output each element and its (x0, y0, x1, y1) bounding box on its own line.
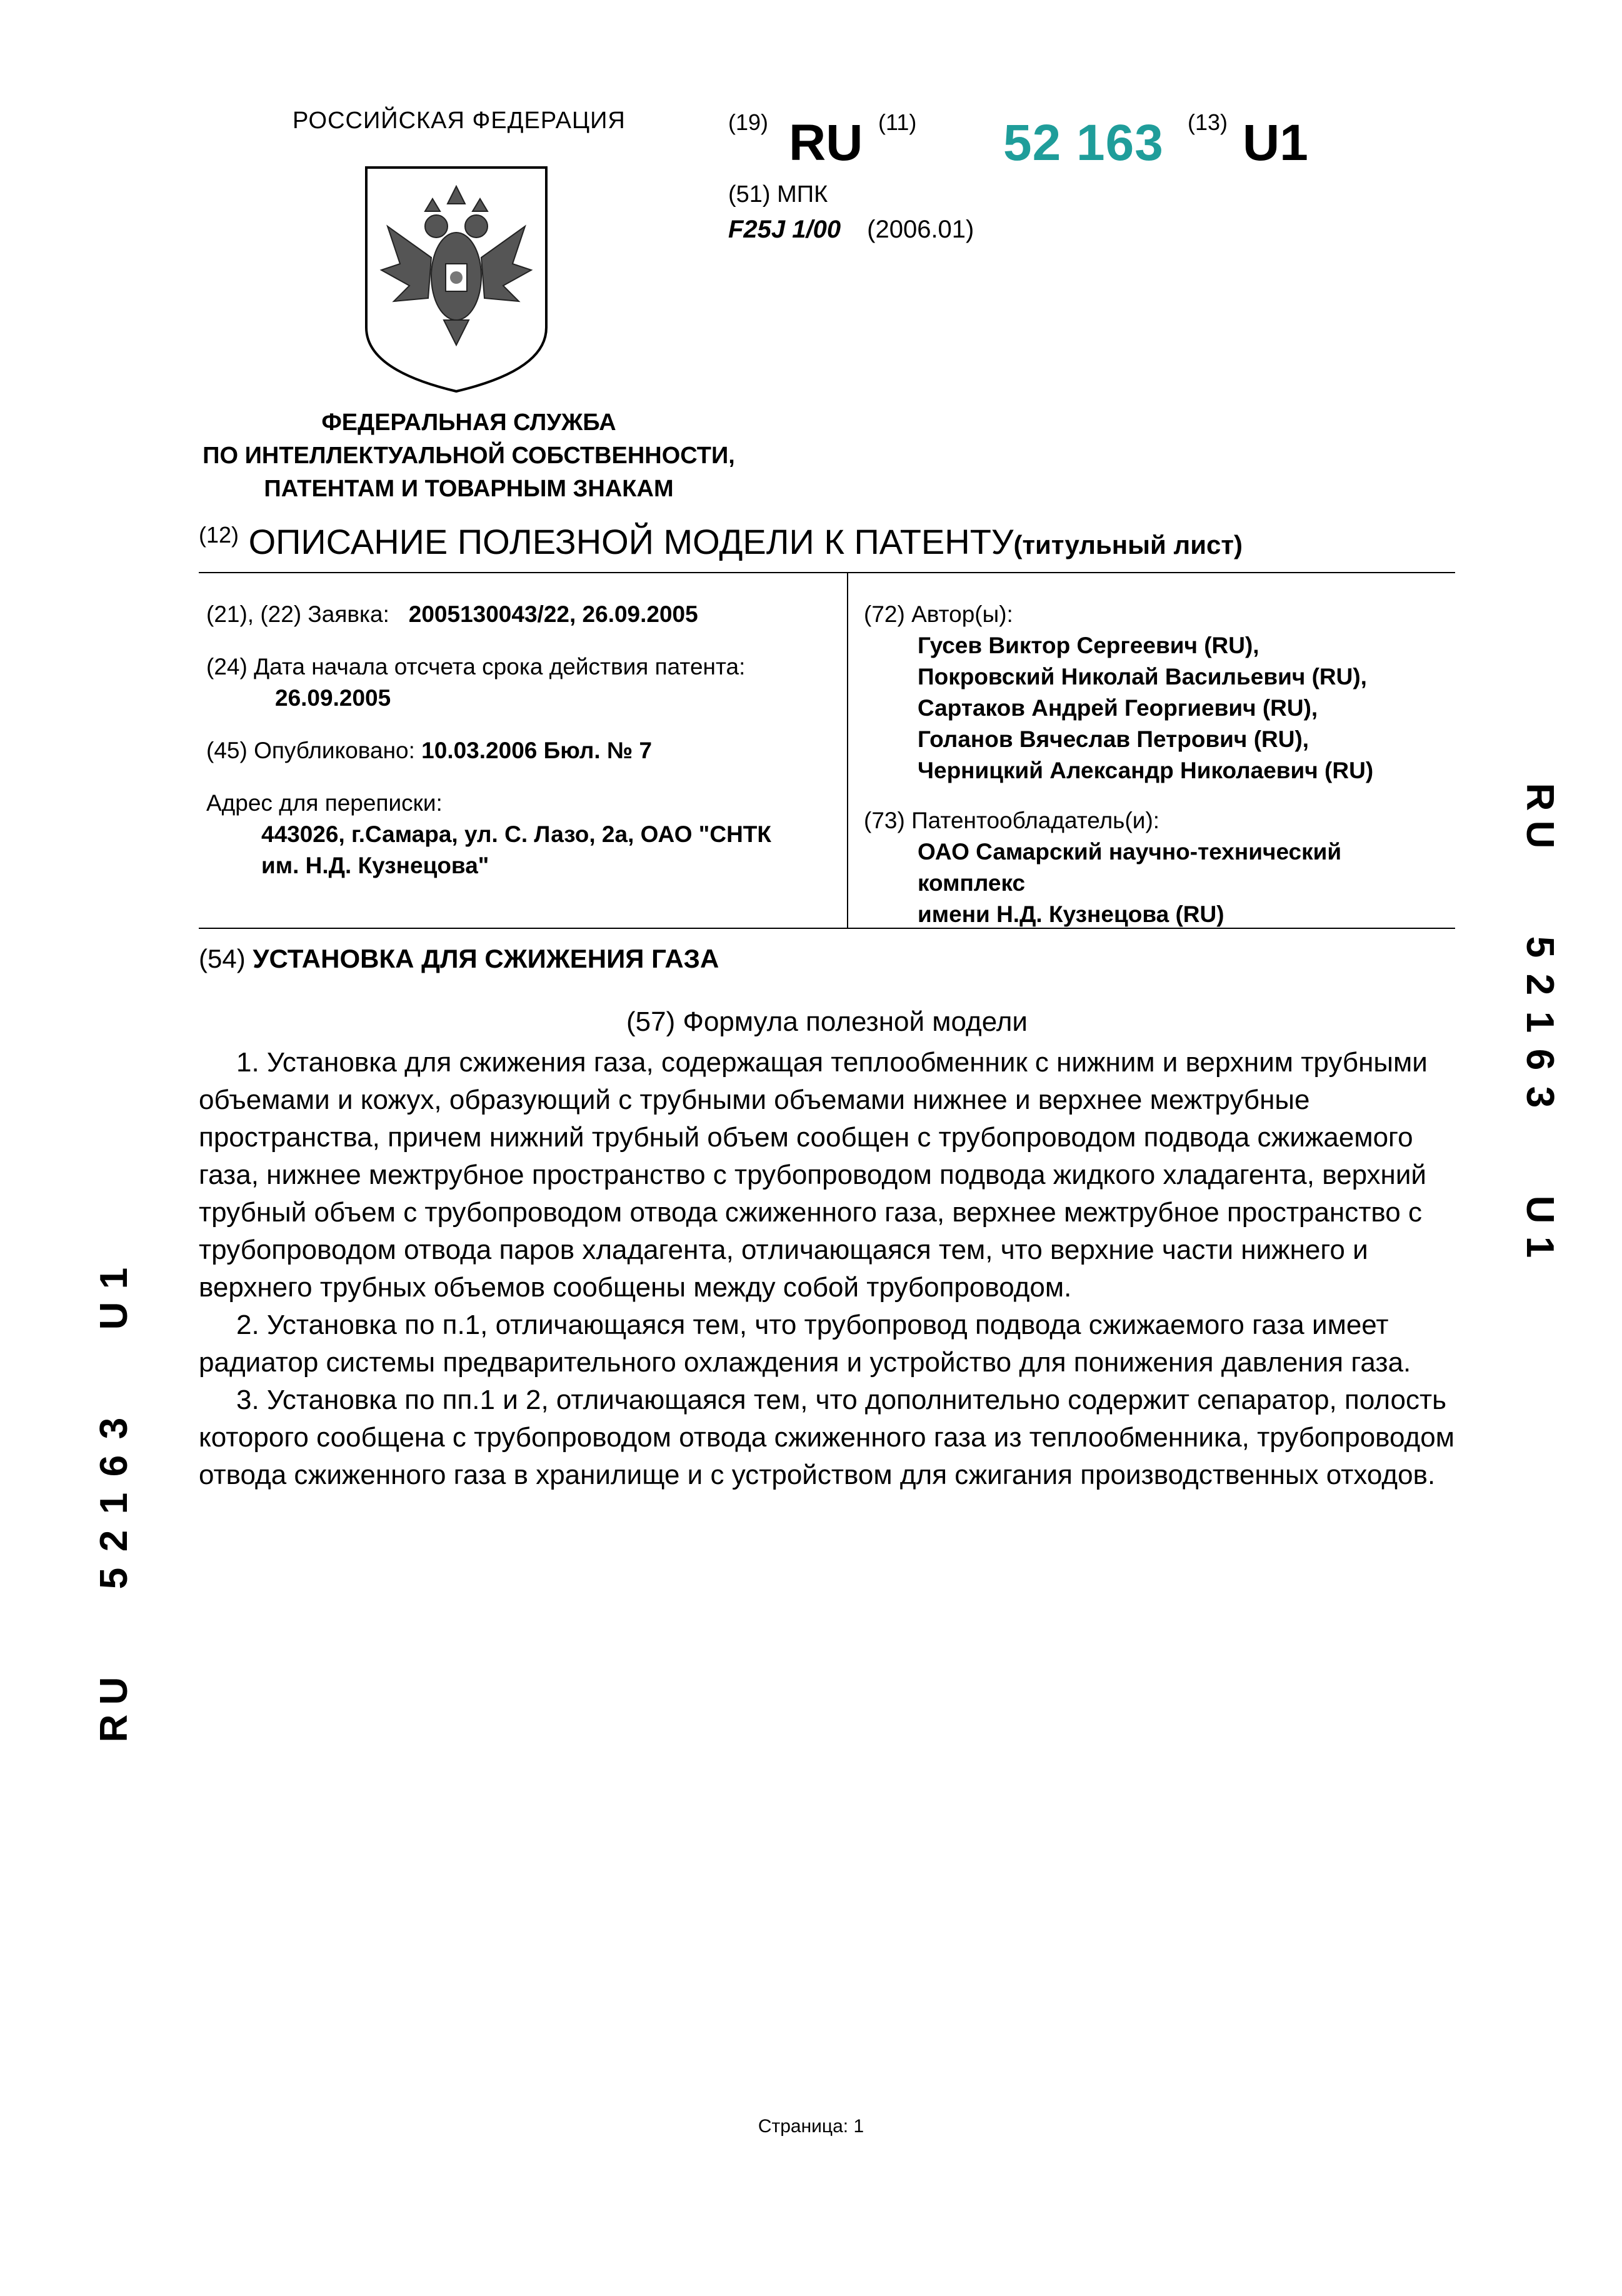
country-name: РОССИЙСКАЯ ФЕДЕРАЦИЯ (293, 108, 626, 134)
inid-13: (13) (1188, 109, 1228, 135)
patent-number: 52 163 (1003, 114, 1164, 171)
term-value: 26.09.2005 (275, 685, 391, 711)
agency-line-1: ФЕДЕРАЛЬНАЯ СЛУЖБА (321, 409, 616, 436)
side-char: U (93, 1301, 136, 1330)
agency-name (175, 406, 763, 506)
claim-1: 1. Установка для сжижения газа, содержащая теплообменник с нижним и верхним трубными объемами и кожух, образующий с трубными объемами нижнее и верхнее межтрубные пространства, причем нижний трубный объем сообщен с трубопроводом подвода сжижаемого газа, нижнее межтрубное пространство с трубопроводом подвода жидкого хладагента, верхний трубный объем с трубопроводом отвода сжиженного газа, верхнее межтрубное пространство с трубопроводом отвода паров хладагента, отличающаяся тем, что верхние части нижнего и верхнего трубных объемов сообщены между собой трубопроводом. (199, 1047, 1428, 1303)
holder-label: (73) Патентообладатель(и): (864, 808, 1160, 833)
title-rule (199, 572, 1455, 573)
author-2: Покровский Николай Васильевич (RU), (918, 664, 1367, 689)
claim-3: 3. Установка по пп.1 и 2, отличающаяся тем, что дополнительно содержит сепаратор, полость которого сообщена с трубопроводом отвода сжиженного газа из теплообменника, трубопроводом отвода сжиженного газа в хранилище и с устройством для сжигания производственных отходов. (199, 1385, 1454, 1490)
author-5: Черницкий Александр Николаевич (RU) (918, 758, 1374, 783)
side-code-right (1518, 778, 1561, 1266)
author-3: Сартаков Андрей Георгиевич (RU), (918, 695, 1318, 721)
side-char: 3 (1518, 1086, 1561, 1108)
document-title-main: ОПИСАНИЕ ПОЛЕЗНОЙ МОДЕЛИ К ПАТЕНТУ (248, 522, 1014, 561)
side-code-left (93, 1260, 136, 1747)
side-char: 5 (1518, 936, 1561, 958)
side-char: 6 (1518, 1048, 1561, 1071)
author-1: Гусев Виктор Сергеевич (RU), (918, 633, 1259, 658)
side-char: U (1518, 1195, 1561, 1224)
side-char: 1 (1518, 1011, 1561, 1033)
address-line-2: им. Н.Д. Кузнецова" (261, 853, 489, 878)
published-row (206, 735, 831, 766)
side-char: 2 (93, 1530, 136, 1552)
kind-code: U1 (1243, 114, 1308, 171)
ipc-classification (728, 216, 974, 244)
inid-19: (19) (728, 109, 769, 135)
claims-body (199, 1044, 1455, 1494)
author-4: Голанов Вячеслав Петрович (RU), (918, 726, 1309, 752)
ipc-class: F25J 1/00 (728, 216, 841, 243)
inid-54: (54) (199, 944, 246, 973)
country-code: RU (789, 114, 863, 171)
application-label: (21), (22) Заявка: (206, 601, 389, 627)
holder-line-1: ОАО Самарский научно-технический комплекс (918, 839, 1342, 896)
agency-line-3: ПАТЕНТАМ И ТОВАРНЫМ ЗНАКАМ (264, 476, 674, 502)
side-char: R (93, 1714, 136, 1743)
biblio-left (206, 599, 831, 881)
claim-2: 2. Установка по п.1, отличающаяся тем, что трубопровод подвода сжижаемого газа имеет радиатор системы предварительного охлаждения и устройство для понижения давления газа. (199, 1310, 1411, 1378)
term-label: (24) Дата начала отсчета срока действия патента: (206, 654, 746, 679)
side-char: R (1518, 783, 1561, 811)
invention-title-text: УСТАНОВКА ДЛЯ СЖИЖЕНИЯ ГАЗА (253, 944, 719, 973)
column-divider (847, 572, 848, 928)
biblio-right (864, 599, 1451, 930)
invention-title (199, 944, 719, 974)
mpk-label: (51) МПК (728, 181, 828, 208)
published-value: 10.03.2006 Бюл. № 7 (421, 738, 653, 763)
side-char: 1 (1518, 1236, 1561, 1258)
side-char: 2 (1518, 973, 1561, 996)
inid-11: (11) (878, 109, 917, 135)
side-char: 1 (93, 1267, 136, 1290)
holder-line-2: имени Н.Д. Кузнецова (RU) (918, 901, 1224, 927)
side-char: 5 (93, 1567, 136, 1590)
published-label: (45) Опубликовано: (206, 738, 415, 763)
side-char: U (1518, 820, 1561, 849)
document-title (199, 524, 1243, 559)
side-char: 1 (93, 1492, 136, 1515)
application-row (206, 599, 831, 630)
claims-heading: (57) Формула полезной модели (626, 1006, 1028, 1037)
biblio-bottom-rule (199, 928, 1455, 929)
page-number: Страница: 1 (758, 2116, 864, 2137)
coat-of-arms-emblem (363, 164, 550, 395)
side-char: U (93, 1677, 136, 1705)
agency-line-2: ПО ИНТЕЛЛЕКТУАЛЬНОЙ СОБСТВЕННОСТИ, (203, 443, 735, 469)
address-line-1: 443026, г.Самара, ул. С. Лазо, 2а, ОАО "СНТК (261, 821, 771, 847)
document-title-sub: (титульный лист) (1013, 530, 1243, 559)
side-char: 3 (93, 1417, 136, 1440)
application-value: 2005130043/22, 26.09.2005 (408, 601, 698, 627)
authors-label: (72) Автор(ы): (864, 601, 1013, 627)
side-char: 6 (93, 1455, 136, 1477)
ipc-version: (2006.01) (867, 216, 974, 243)
inid-12: (12) (199, 522, 239, 548)
address-label: Адрес для переписки: (206, 790, 443, 816)
